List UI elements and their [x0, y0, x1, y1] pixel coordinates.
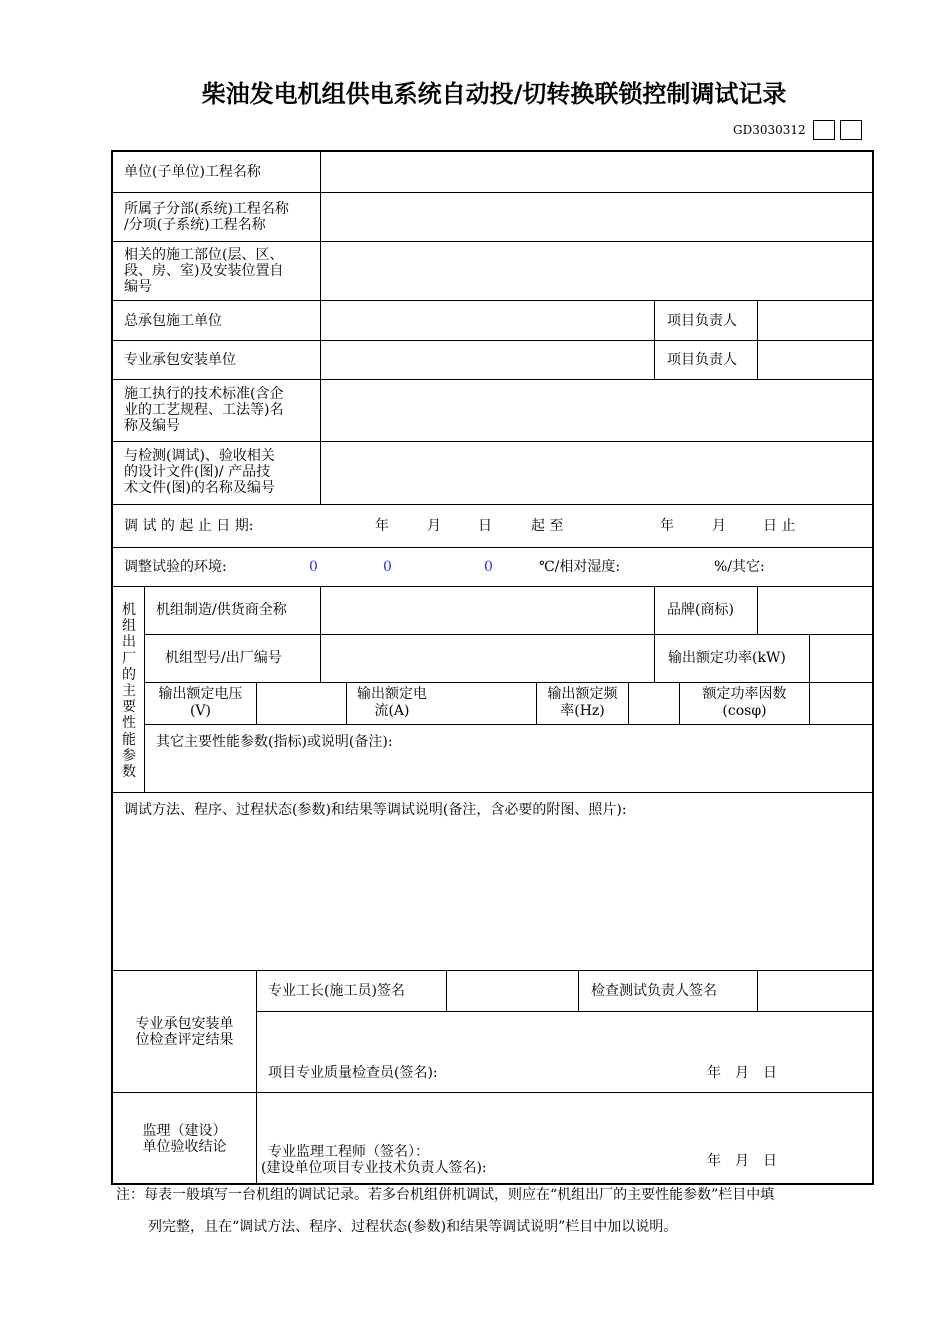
quality-inspector-label: 项目专业质量检查员(签名): [268, 1065, 438, 1081]
location-label-3: 编号 [124, 279, 152, 295]
location-label-2: 段、房、室)及安装位置自 [124, 263, 284, 279]
docs-label-3: 术文件(图)的名称及编号 [124, 480, 275, 496]
environment-label: 调整试验的环境: [124, 559, 227, 575]
standard-label-1: 施工执行的技术标准(含企 [124, 386, 284, 402]
frequency-label-2: 率(Hz) [560, 703, 605, 719]
docs-label-2: 的设计文件(图)/ 产品技 [124, 464, 271, 480]
frequency-label-1: 输出额定频 [547, 686, 618, 702]
foreman-signature-label: 专业工长(施工员)签名 [268, 983, 405, 999]
docs-label-1: 与检测(调试)、验收相关 [124, 448, 275, 464]
voltage-label-1: 输出额定电压 [158, 686, 243, 702]
end-day-label: 日 止 [763, 518, 796, 534]
voltage-label-2: (V) [189, 703, 212, 719]
special-contractor-field[interactable] [321, 341, 653, 378]
owner-representative-label: (建设单位项目专业技术负责人签名): [261, 1160, 487, 1176]
location-field[interactable] [321, 242, 871, 299]
special-contractor-label: 专业承包安装单位 [124, 352, 236, 368]
brand-field[interactable] [758, 587, 871, 633]
voltage-field[interactable] [257, 683, 345, 723]
inspector-lead-label: 检查测试负责人签名 [591, 983, 717, 999]
other-env-label: %/其它: [714, 559, 765, 575]
location-label-1: 相关的施工部位(层、区、 [124, 247, 284, 263]
inspector-lead-field[interactable] [758, 971, 871, 1010]
sub-project-field[interactable] [321, 193, 871, 240]
end-month-label: 月 [712, 518, 726, 534]
frequency-field[interactable] [629, 683, 678, 723]
form-code-text: GD3030312 [733, 123, 806, 137]
contractor-check-label-2: 位检查评定结果 [135, 1032, 234, 1048]
docs-field[interactable] [321, 442, 871, 503]
contractor-date-label: 年 月 日 [707, 1065, 777, 1081]
supervision-engineer-label: 专业监理工程师（签名）： [268, 1144, 429, 1160]
unit-project-label: 单位(子单位)工程名称 [124, 164, 261, 180]
environment-value-1[interactable]: 0 [309, 559, 318, 575]
sub-project-label-1: 所属子分部(系统)工程名称 [124, 201, 289, 217]
standard-field[interactable] [321, 380, 871, 440]
record-form [111, 150, 874, 1185]
project-manager-field-2[interactable] [758, 341, 871, 378]
rated-power-field[interactable] [810, 635, 871, 681]
end-year-label: 年 [660, 518, 674, 534]
foreman-signature-field[interactable] [447, 971, 577, 1010]
project-manager-label: 项目负责人 [667, 313, 737, 329]
humidity-label: ℃/相对湿度: [539, 559, 621, 575]
unit-params-side-label: 机组出厂的主要性能参数 [122, 602, 136, 781]
model-label: 机组型号/出厂编号 [165, 650, 282, 666]
project-manager-field[interactable] [758, 301, 871, 339]
power-factor-label-1: 额定功率因数 [702, 686, 787, 702]
current-label-2: 流(A) [374, 703, 410, 719]
contractor-check-label-1: 专业承包安装单 [135, 1016, 234, 1032]
form-code-box-2[interactable] [840, 120, 862, 140]
power-factor-field[interactable] [810, 683, 871, 723]
general-contractor-label: 总承包施工单位 [124, 313, 222, 329]
start-year-label: 年 [375, 518, 389, 534]
model-field[interactable] [321, 635, 653, 681]
supervision-date-label: 年 月 日 [707, 1153, 777, 1169]
power-factor-label-2: (cosφ) [722, 703, 767, 719]
project-manager-label-2: 项目负责人 [667, 352, 737, 368]
general-contractor-field[interactable] [321, 301, 653, 339]
test-description-label: 调试方法、程序、过程状态(参数)和结果等调试说明(备注，含必要的附图、照片): [124, 802, 627, 818]
manufacturer-field[interactable] [321, 587, 653, 633]
current-field[interactable] [447, 683, 535, 723]
other-params-label: 其它主要性能参数(指标)或说明(备注): [156, 734, 393, 750]
environment-value-3[interactable]: 0 [484, 559, 493, 575]
sub-project-label-2: /分项(子系统)工程名称 [124, 217, 266, 233]
start-month-label: 月 [427, 518, 441, 534]
supervision-label-1: 监理（建设） [142, 1123, 227, 1139]
form-code [733, 119, 862, 141]
standard-label-2: 业的工艺规程、工法等)名 [124, 402, 284, 418]
supervision-label-2: 单位验收结论 [142, 1139, 227, 1155]
start-day-label: 日 [478, 518, 492, 534]
date-from-label: 起 至 [531, 518, 564, 534]
form-code-box-1[interactable] [813, 120, 835, 140]
environment-value-2[interactable]: 0 [383, 559, 392, 575]
test-description-field[interactable] [113, 824, 871, 969]
rated-power-label: 输出额定功率(kW) [668, 650, 786, 666]
brand-label: 品牌(商标) [667, 602, 734, 618]
standard-label-3: 称及编号 [124, 418, 180, 434]
footnote-line-1: 注：每表一般填写一台机组的调试记录。若多台机组併机调试，则应在“机组出厂的主要性能参数”栏目中填 [116, 1187, 775, 1203]
test-dates-label: 调 试 的 起 止 日 期: [124, 518, 254, 534]
footnote-line-2: 列完整，且在“调试方法、程序、过程状态(参数)和结果等调试说明”栏目中加以说明。 [148, 1219, 678, 1235]
page-title: 柴油发电机组供电系统自动投/切转换联锁控制调试记录 [201, 80, 787, 108]
current-label-1: 输出额定电 [357, 686, 427, 702]
unit-project-field[interactable] [321, 153, 871, 191]
manufacturer-label: 机组制造/供货商全称 [156, 602, 287, 618]
